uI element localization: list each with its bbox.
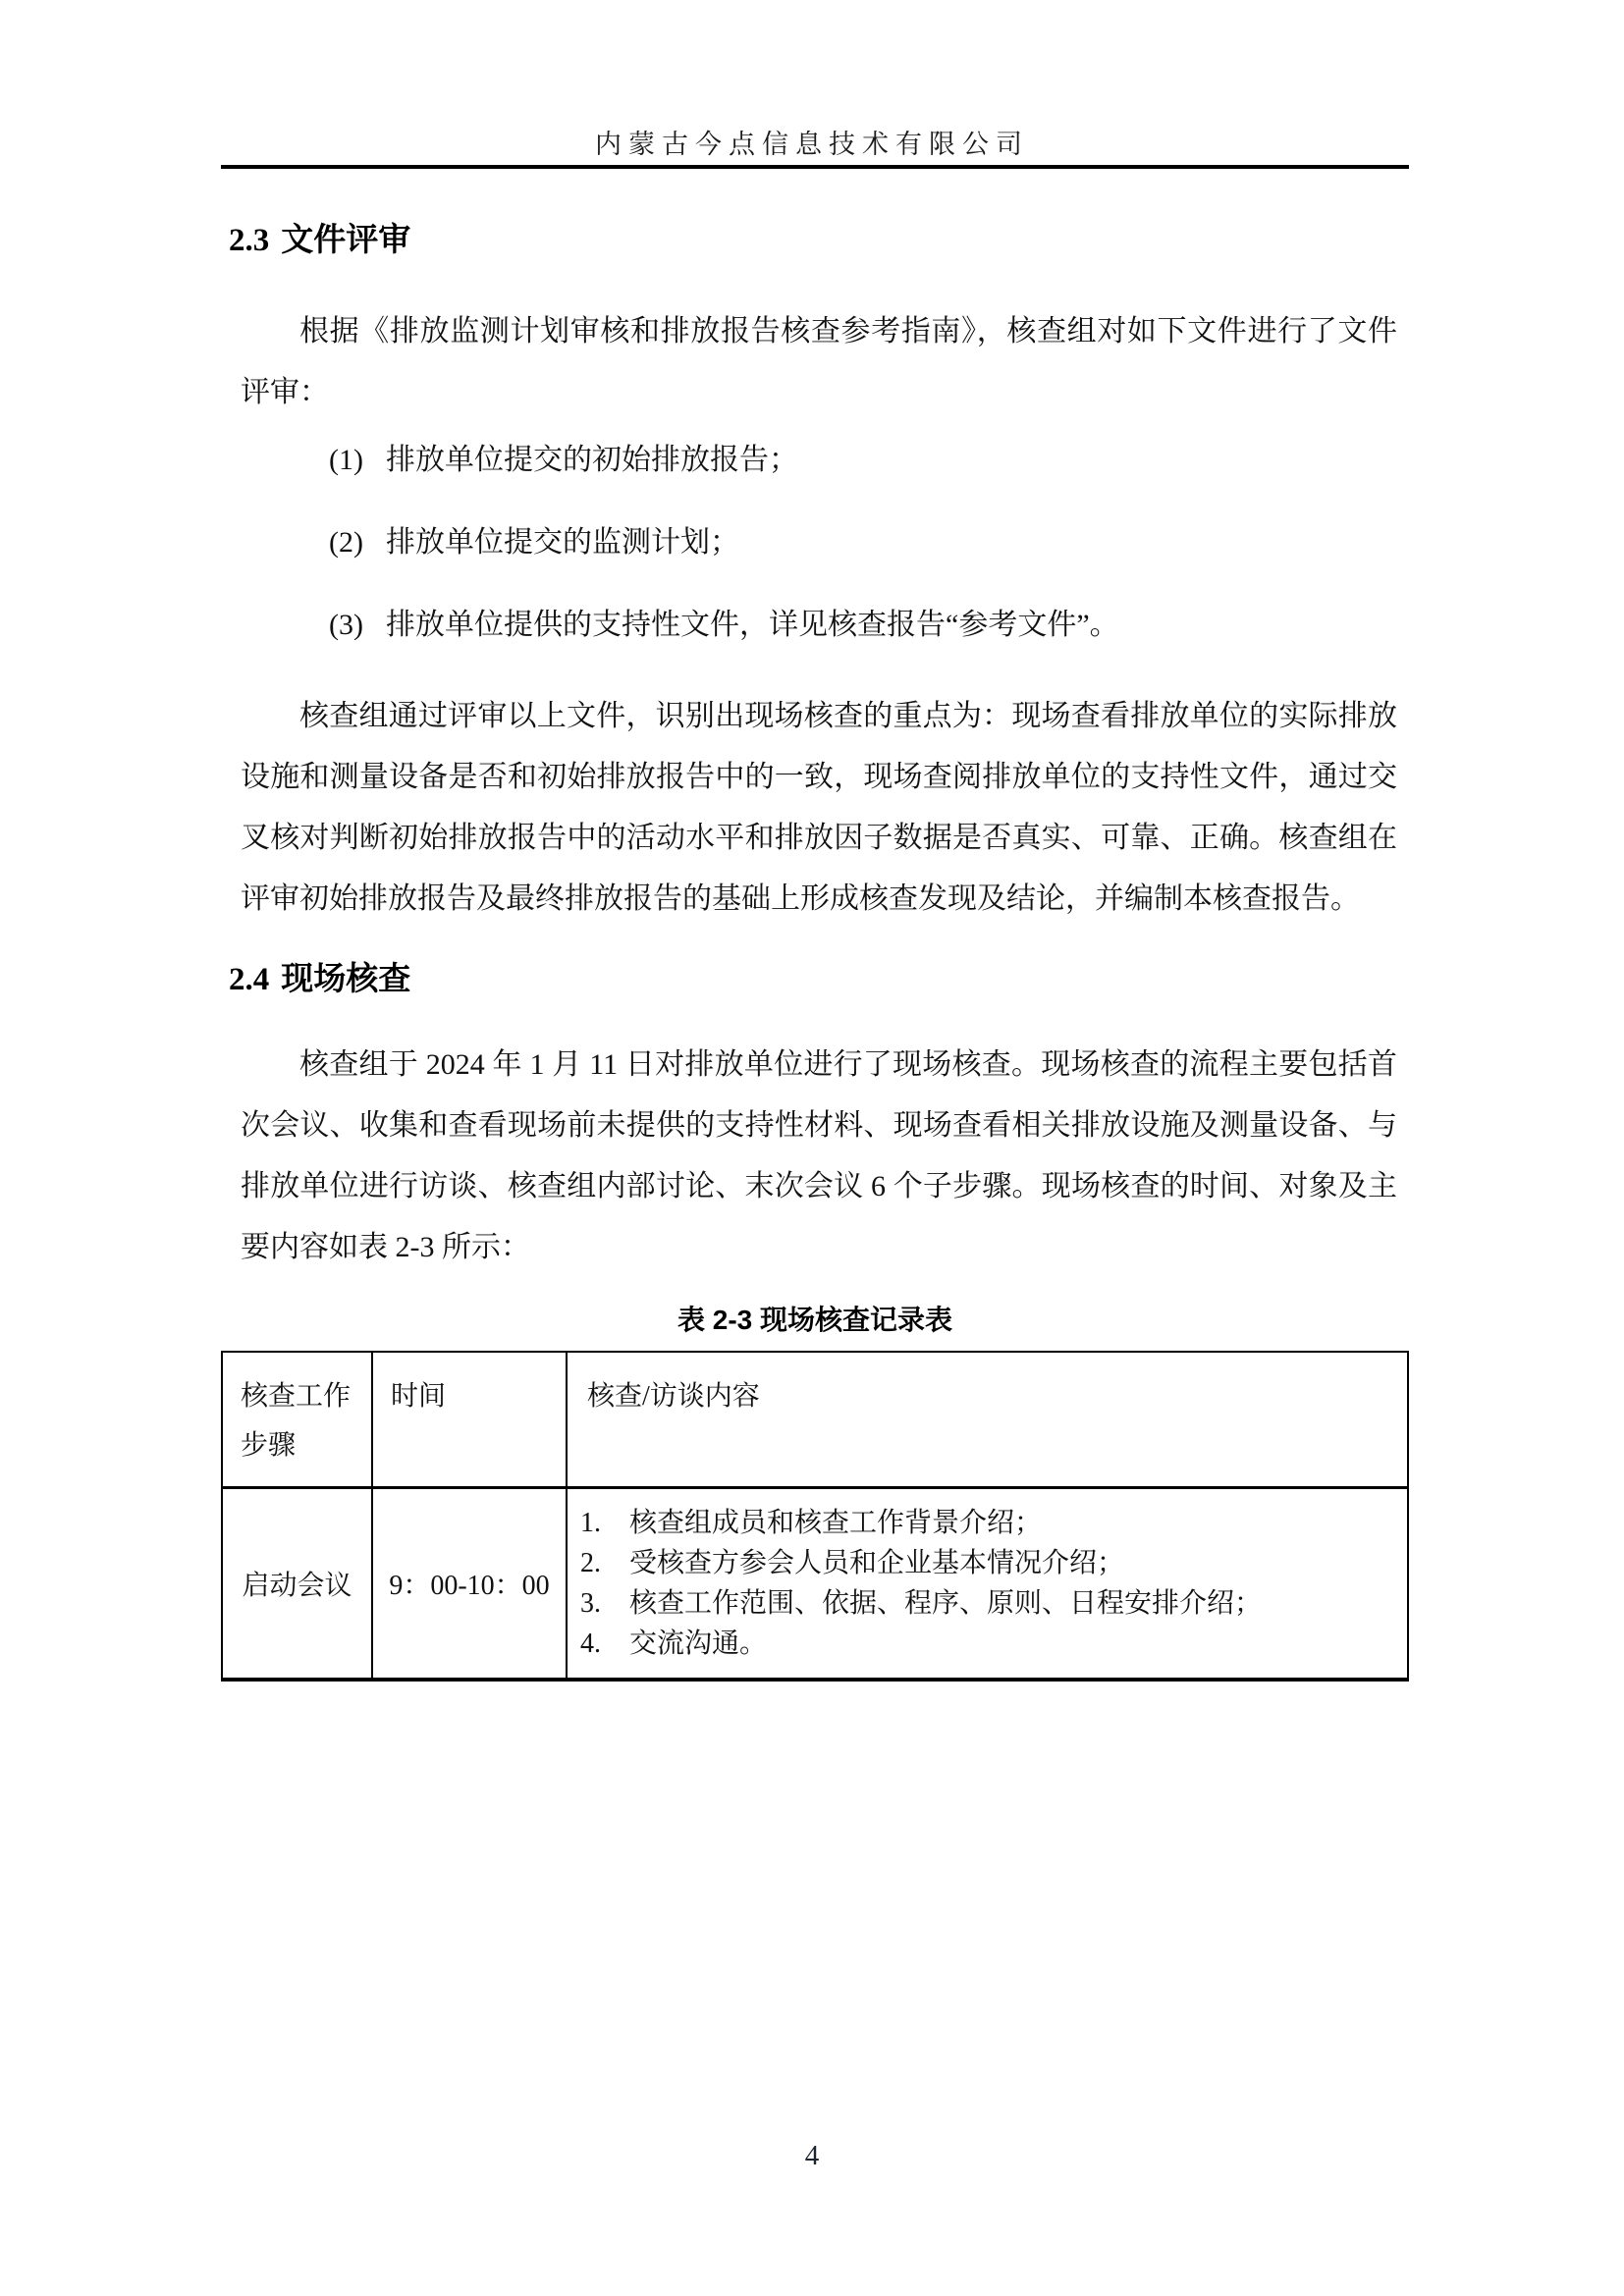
page-number: 4	[804, 2140, 820, 2171]
section-2-4-intro-paragraph: 核查组于 2024 年 1 月 11 日对排放单位进行了现场核查。现场核查的流程主要包括首次会议、收集和查看现场前未提供的支持性材料、现场查看相关排放设施及测量设备、与排放单位进行访谈、核查组内部讨论、末次会议 6 个子步骤。现场核查的时间、对象及主要内容如表 2-3 所示：	[241, 1048, 1397, 1263]
column-header-content: 核查/访谈内容	[567, 1352, 1408, 1488]
column-header-time: 时间	[372, 1352, 567, 1488]
content-item-number: 2.	[580, 1548, 601, 1578]
list-item-text: 排放单位提交的初始排放报告；	[386, 444, 798, 476]
column-header-step: 核查工作步骤	[222, 1352, 372, 1488]
page-header	[0, 0, 1624, 169]
section-2-4-title: 现场核查	[281, 960, 411, 996]
section-2-3-heading	[229, 218, 1409, 262]
content-item	[580, 1624, 1399, 1664]
table-caption: 表 2-3 现场核查记录表	[677, 1305, 953, 1335]
content-item-text: 核查工作范围、依据、程序、原则、日程安排介绍；	[629, 1588, 1263, 1619]
cell-step: 启动会议	[222, 1488, 372, 1681]
section-2-3-conclusion-paragraph: 核查组通过评审以上文件，识别出现场核查的重点为：现场查看排放单位的实际排放设施和测量设备是否和初始排放报告中的一致，现场查阅排放单位的支持性文件，通过交叉核对判断初始排放报告中的活动水平和排放因子数据是否真实、可靠、正确。核查组在评审初始排放报告及最终排放报告的基础上形成核查发现及结论，并编制本核查报告。	[241, 700, 1397, 915]
cell-contents	[567, 1488, 1408, 1681]
list-item	[329, 604, 1409, 647]
list-item	[329, 521, 1409, 564]
list-item-marker: (3)	[329, 609, 363, 641]
content-item	[580, 1543, 1399, 1583]
section-2-3-number: 2.3	[229, 223, 270, 258]
list-item	[329, 439, 1409, 482]
list-item-marker: (1)	[329, 444, 363, 476]
document-review-list	[329, 439, 1409, 647]
content-item	[580, 1583, 1399, 1624]
content-item	[580, 1503, 1399, 1543]
content-item-number: 4.	[580, 1629, 601, 1659]
page-footer	[0, 2140, 1624, 2172]
content-item-text: 交流沟通。	[629, 1629, 768, 1659]
table-row	[222, 1488, 1408, 1681]
table-header-row	[222, 1352, 1408, 1488]
content-item-number: 1.	[580, 1508, 601, 1538]
section-2-4-heading	[229, 957, 1409, 1001]
document-body	[221, 218, 1409, 1682]
site-verification-record-table	[221, 1351, 1409, 1682]
cell-time: 9：00-10：00	[372, 1488, 567, 1681]
list-item-text: 排放单位提交的监测计划；	[386, 526, 739, 559]
section-2-4-number: 2.4	[229, 962, 270, 997]
content-item-text: 受核查方参会人员和企业基本情况介绍；	[629, 1548, 1125, 1578]
company-name: 内蒙古今点信息技术有限公司	[595, 130, 1029, 159]
section-2-3-intro-paragraph: 根据《排放监测计划审核和排放报告核查参考指南》，核查组对如下文件进行了文件评审：	[241, 315, 1397, 408]
content-item-number: 3.	[580, 1588, 601, 1619]
header-divider-rule	[221, 165, 1409, 169]
section-2-3-title: 文件评审	[281, 221, 411, 257]
list-item-text: 排放单位提供的支持性文件，详见核查报告“参考文件”。	[386, 609, 1119, 641]
list-item-marker: (2)	[329, 526, 363, 559]
content-item-text: 核查组成员和核查工作背景介绍；	[629, 1508, 1043, 1538]
